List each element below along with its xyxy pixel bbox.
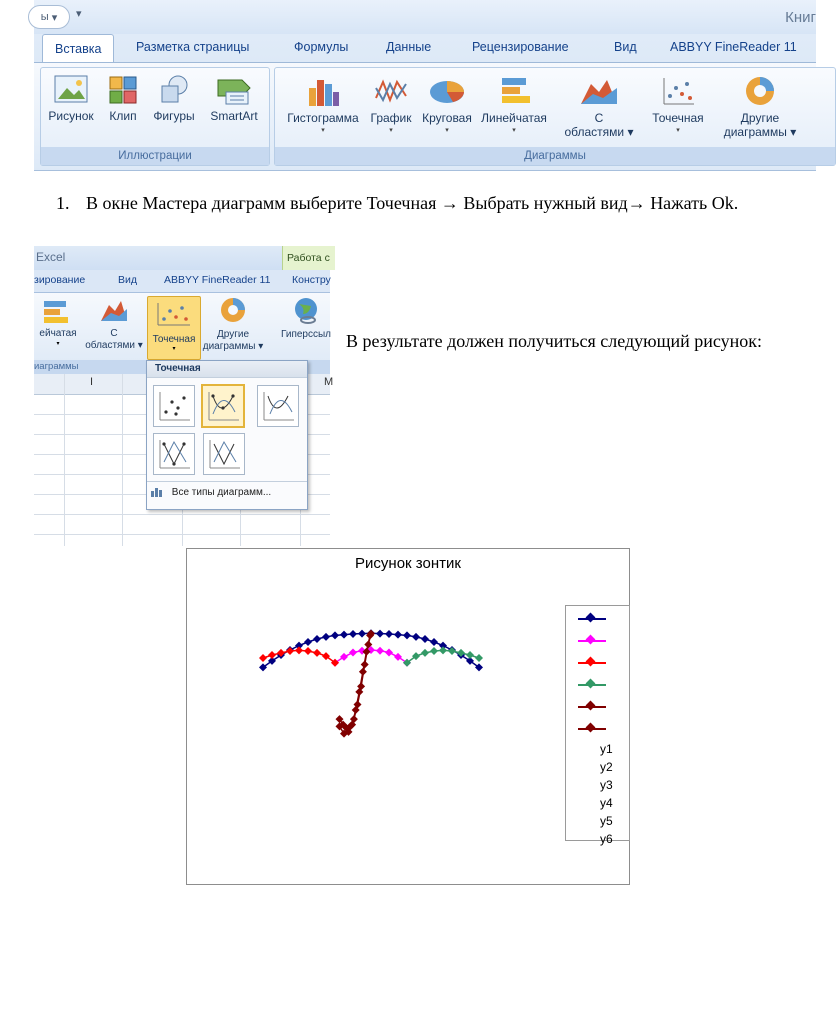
- scatter-markers-icon: [154, 386, 194, 426]
- tab-design[interactable]: Констру: [292, 274, 331, 286]
- scatter-straight-markers-icon: [154, 434, 194, 474]
- tab-page-layout[interactable]: Разметка страницы: [136, 40, 250, 54]
- group-illustrations: [40, 67, 270, 166]
- tab-abbyy[interactable]: ABBYY FineReader 11: [670, 40, 797, 54]
- legend-marker-y2: [566, 632, 629, 650]
- data-point: [394, 631, 402, 639]
- scatter-chart-icon: [660, 74, 696, 108]
- data-point: [322, 633, 330, 641]
- other-charts-button[interactable]: Другие диаграммы ▾: [715, 74, 805, 139]
- pie-chart-icon: [427, 74, 467, 108]
- tab-view[interactable]: Вид: [614, 40, 637, 54]
- data-point: [340, 653, 348, 661]
- data-point: [385, 649, 393, 657]
- other-charts-button[interactable]: Другие диаграммы ▾: [200, 296, 266, 353]
- legend-marker-y3: [566, 654, 629, 672]
- scatter-markers-only-option[interactable]: [153, 385, 195, 427]
- legend-label-y1: y1: [600, 742, 613, 756]
- area-chart-icon: [579, 74, 619, 108]
- pie-chart-button[interactable]: Круговая ▾: [417, 74, 477, 134]
- column-header-i[interactable]: I: [90, 376, 94, 388]
- list-number: 1.: [56, 193, 70, 213]
- data-point: [376, 630, 384, 638]
- data-point: [304, 638, 312, 646]
- scatter-button-selected[interactable]: Точечная ▾: [147, 296, 201, 360]
- data-point: [313, 649, 321, 657]
- legend-diamond: [586, 679, 596, 689]
- instruction-text: В окне Мастера диаграмм выберите Точечная → Выбрать нужный вид→ Нажать Ok.: [86, 193, 739, 213]
- ribbon-tabs: [34, 34, 816, 62]
- title-bar: [34, 0, 816, 34]
- area-chart-button[interactable]: С областями ▾: [84, 297, 144, 352]
- data-point: [430, 647, 438, 655]
- chart-tools-label: Работа с: [282, 246, 335, 270]
- legend-marker-y6: [566, 720, 629, 738]
- app-name: Excel: [36, 250, 66, 264]
- tab-insert[interactable]: Вставка: [42, 34, 114, 63]
- scatter-straight-markers-option[interactable]: [153, 433, 195, 475]
- area-chart-icon: [99, 297, 129, 323]
- ribbon-tabs: [34, 270, 330, 292]
- histogram-icon: [305, 74, 341, 108]
- tab-view[interactable]: Вид: [118, 274, 137, 286]
- line-chart-icon: [373, 74, 409, 108]
- umbrella-chart: [186, 548, 630, 885]
- hyperlink-button[interactable]: Гиперссыл: [278, 296, 334, 341]
- chart-title: Рисунок зонтик: [355, 555, 461, 572]
- title-bar: [34, 246, 330, 270]
- data-point: [349, 649, 357, 657]
- legend-marker-y4: [566, 676, 629, 694]
- ribbon-screenshot-insert: [34, 0, 816, 171]
- bar-chart-icon: [496, 74, 532, 108]
- data-point: [268, 651, 276, 659]
- group-label-illustrations: Иллюстрации: [41, 147, 269, 165]
- data-point: [475, 654, 483, 662]
- all-chart-types-link[interactable]: Все типы диаграмм...: [151, 487, 271, 498]
- legend-diamond: [586, 635, 596, 645]
- quick-access-button[interactable]: ы ▾: [28, 5, 70, 29]
- series-y5: [336, 630, 376, 733]
- clipart-button[interactable]: Клип: [101, 74, 145, 124]
- tab-formulas[interactable]: Формулы: [294, 40, 349, 54]
- legend-marker-y1: [566, 610, 629, 628]
- series-y2: [331, 646, 411, 667]
- bar-chart-icon: [44, 297, 72, 323]
- bar-chart-button[interactable]: ейчатая ▾: [34, 297, 82, 347]
- shapes-icon: [158, 74, 190, 106]
- data-point: [259, 654, 267, 662]
- legend-label-y2: y2: [600, 760, 613, 774]
- data-point: [466, 651, 474, 659]
- donut-chart-icon: [742, 74, 778, 108]
- chart-types-icon: [151, 487, 163, 497]
- legend-label-y5: y5: [600, 814, 613, 828]
- smartart-button[interactable]: SmartArt: [203, 74, 265, 124]
- data-point: [349, 630, 357, 638]
- column-header-m[interactable]: M: [324, 376, 334, 388]
- result-text: В результате должен получиться следующий рисунок:: [346, 331, 762, 351]
- data-point: [313, 635, 321, 643]
- window-title: Книг: [785, 9, 816, 26]
- data-point: [358, 630, 366, 638]
- data-point: [421, 635, 429, 643]
- bar-chart-button[interactable]: Линейчатая ▾: [479, 74, 549, 134]
- data-point: [394, 653, 402, 661]
- legend-marker-y5: [566, 698, 629, 716]
- tab-review[interactable]: Рецензирование: [472, 40, 569, 54]
- plot-area: [187, 549, 629, 884]
- shapes-button[interactable]: Фигуры: [147, 74, 201, 124]
- legend-diamond: [586, 613, 596, 623]
- scatter-smooth-icon: [258, 386, 298, 426]
- scatter-straight-icon: [204, 434, 244, 474]
- data-point: [412, 633, 420, 641]
- tab-data[interactable]: Данные: [386, 40, 432, 54]
- scatter-chart-button[interactable]: Точечная ▾: [643, 74, 713, 134]
- line-chart-button[interactable]: График ▾: [367, 74, 415, 134]
- legend-label-y4: y4: [600, 796, 613, 810]
- dropdown-title: Точечная: [147, 361, 307, 378]
- quick-access-more[interactable]: ▾: [76, 8, 82, 20]
- legend-label-y6: y6: [600, 832, 613, 846]
- legend-diamond: [586, 701, 596, 711]
- donut-chart-icon: [218, 296, 248, 324]
- data-point: [421, 649, 429, 657]
- tab-review[interactable]: зирование: [34, 274, 86, 286]
- clipart-icon: [107, 74, 139, 106]
- group-label-charts: иаграммы: [34, 360, 330, 374]
- picture-icon: [53, 74, 89, 106]
- scatter-chart-icon: [148, 299, 198, 329]
- data-point: [403, 631, 411, 639]
- globe-icon: [291, 296, 321, 324]
- smartart-icon: [216, 74, 252, 106]
- legend-label-y3: y3: [600, 778, 613, 792]
- scatter-smooth-markers-icon: [203, 386, 243, 426]
- legend-diamond: [586, 723, 596, 733]
- scatter-straight-option[interactable]: [203, 433, 245, 475]
- data-point: [331, 631, 339, 639]
- scatter-type-dropdown: [146, 360, 308, 510]
- ribbon-panel: [34, 62, 816, 170]
- data-point: [385, 630, 393, 638]
- scatter-smooth-option[interactable]: [257, 385, 299, 427]
- ribbon-screenshot-scatter: [34, 246, 334, 546]
- data-point: [359, 668, 367, 676]
- data-point: [430, 638, 438, 646]
- data-point: [340, 631, 348, 639]
- chart-legend: [565, 605, 630, 846]
- area-chart-button[interactable]: С областями ▾: [557, 74, 641, 139]
- histogram-button[interactable]: Гистограмма ▾: [281, 74, 365, 134]
- data-point: [304, 647, 312, 655]
- data-point: [376, 647, 384, 655]
- picture-button[interactable]: Рисунок: [45, 74, 97, 124]
- tab-abbyy[interactable]: ABBYY FineReader 11: [164, 274, 271, 286]
- group-charts: [274, 67, 836, 166]
- instruction-item: [56, 190, 796, 216]
- scatter-smooth-markers-option[interactable]: [201, 384, 245, 428]
- legend-diamond: [586, 657, 596, 667]
- group-label-charts: Диаграммы: [275, 147, 835, 165]
